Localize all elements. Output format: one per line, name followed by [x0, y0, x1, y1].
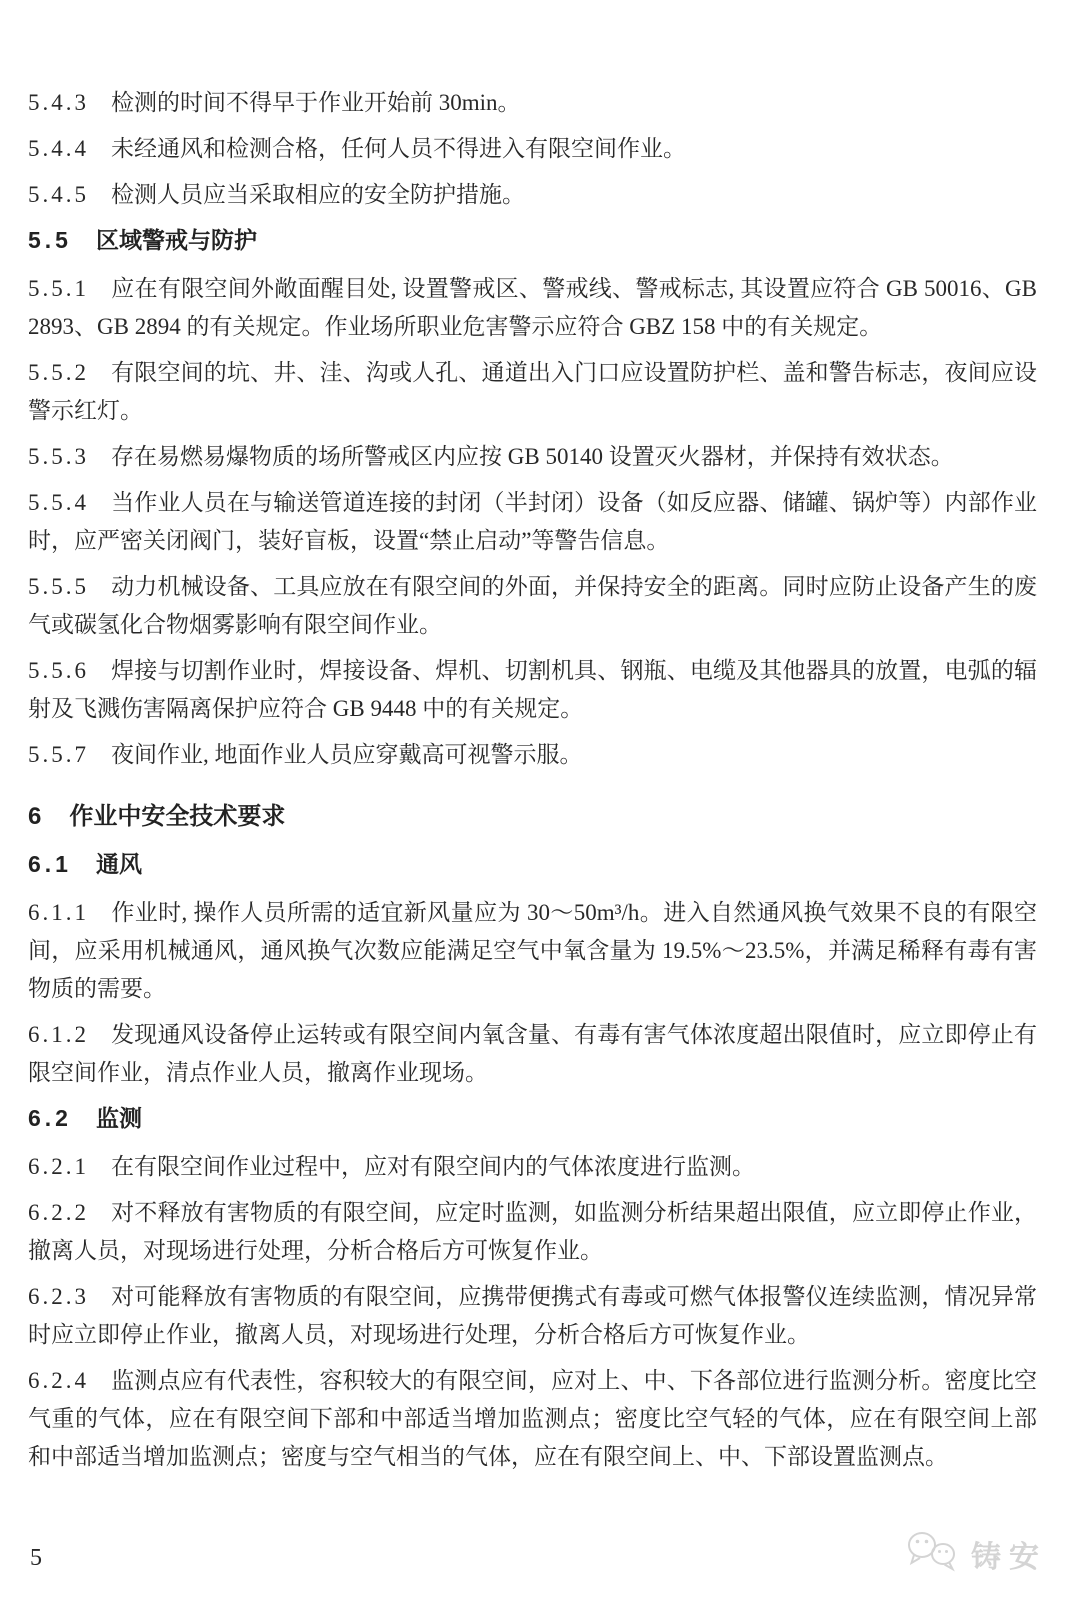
- page-number: 5: [30, 1545, 42, 1571]
- clause-text: 检测的时间不得早于作业开始前 30min。: [111, 90, 521, 115]
- clause-number: 5.5.1: [28, 276, 89, 301]
- clause-text: 检测人员应当采取相应的安全防护措施。: [111, 182, 525, 207]
- clause-6-1-2: [28, 1016, 1037, 1092]
- clause-number: 5.4.3: [28, 90, 89, 115]
- clause-number: 6.2.3: [28, 1284, 89, 1309]
- watermark: [905, 1529, 1047, 1578]
- heading-number: 5.5: [28, 227, 72, 253]
- clause-text: 在有限空间作业过程中，应对有限空间内的气体浓度进行监测。: [111, 1154, 755, 1179]
- section-heading-6-2: [28, 1104, 1037, 1132]
- clause-5-5-7: [28, 736, 1037, 774]
- section-heading-5-5: [28, 226, 1037, 254]
- clause-5-5-4: [28, 484, 1037, 560]
- heading-text: 区域警戒与防护: [95, 227, 257, 253]
- clause-text: 存在易燃易爆物质的场所警戒区内应按 GB 50140 设置灭火器材，并保持有效状态。: [111, 444, 954, 469]
- clause-text: 动力机械设备、工具应放在有限空间的外面，并保持安全的距离。同时应防止设备产生的废气或碳氢化合物烟雾影响有限空间作业。: [28, 574, 1037, 637]
- clause-text: 监测点应有代表性，容积较大的有限空间，应对上、中、下各部位进行监测分析。密度比空气重的气体，应在有限空间下部和中部适当增加监测点；密度比空气轻的气体，应在有限空间上部和中部适当增加监测点；密度与空气相当的气体，应在有限空间上、中、下部设置监测点。: [28, 1368, 1037, 1469]
- section-heading-6-1: [28, 850, 1037, 878]
- clause-number: 6.1.1: [28, 900, 89, 925]
- clause-number: 5.5.3: [28, 444, 89, 469]
- chapter-heading-6: [28, 802, 1037, 832]
- clause-text: 对可能释放有害物质的有限空间，应携带便携式有毒或可燃气体报警仪连续监测，情况异常时应立即停止作业，撤离人员，对现场进行处理，分析合格后方可恢复作业。: [28, 1284, 1037, 1347]
- watermark-text: 铸安: [971, 1540, 1047, 1574]
- heading-text: 监测: [95, 1105, 142, 1131]
- clause-text: 焊接与切割作业时，焊接设备、焊机、切割机具、钢瓶、电缆及其他器具的放置，电弧的辐射及飞溅伤害隔离保护应符合 GB 9448 中的有关规定。: [28, 658, 1037, 721]
- clause-5-5-1: [28, 270, 1037, 346]
- clause-text: 应在有限空间外敞面醒目处, 设置警戒区、警戒线、警戒标志, 其设置应符合 GB 50016、GB 2893、GB 2894 的有关规定。作业场所职业危害警示应符合 GBZ 158 中的有关规定。: [28, 276, 1037, 339]
- clause-text: 有限空间的坑、井、洼、沟或人孔、通道出入门口应设置防护栏、盖和警告标志，夜间应设警示红灯。: [28, 360, 1037, 423]
- clause-number: 5.5.7: [28, 742, 89, 767]
- clause-text: 作业时, 操作人员所需的适宜新风量应为 30～50m³/h。进入自然通风换气效果不良的有限空间，应采用机械通风，通风换气次数应能满足空气中氧含量为 19.5%～23.5%，并满足稀释有毒有害物质的需要。: [28, 900, 1037, 1001]
- chat-bubbles-icon: [905, 1529, 961, 1578]
- clause-text: 对不释放有害物质的有限空间，应定时监测，如监测分析结果超出限值，应立即停止作业，撤离人员，对现场进行处理，分析合格后方可恢复作业。: [28, 1200, 1037, 1263]
- heading-number: 6.2: [28, 1105, 72, 1131]
- clause-text: 夜间作业, 地面作业人员应穿戴高可视警示服。: [111, 742, 583, 767]
- clause-6-2-2: [28, 1194, 1037, 1270]
- clause-number: 6.2.2: [28, 1200, 89, 1225]
- clause-number: 5.5.5: [28, 574, 89, 599]
- clause-number: 5.5.2: [28, 360, 89, 385]
- clause-5-4-5: [28, 176, 1037, 214]
- clause-text: 发现通风设备停止运转或有限空间内氧含量、有毒有害气体浓度超出限值时，应立即停止有限空间作业，清点作业人员，撤离作业现场。: [28, 1022, 1037, 1085]
- clause-5-4-3: [28, 84, 1037, 122]
- heading-text: 通风: [95, 851, 142, 877]
- clause-5-5-2: [28, 354, 1037, 430]
- clause-5-4-4: [28, 130, 1037, 168]
- clause-5-5-5: [28, 568, 1037, 644]
- clause-text: 当作业人员在与输送管道连接的封闭（半封闭）设备（如反应器、储罐、锅炉等）内部作业时，应严密关闭阀门，装好盲板，设置“禁止启动”等警告信息。: [28, 490, 1037, 553]
- clause-6-2-1: [28, 1148, 1037, 1186]
- clause-number: 5.5.4: [28, 490, 89, 515]
- clause-number: 5.5.6: [28, 658, 89, 683]
- clause-5-5-3: [28, 438, 1037, 476]
- clause-number: 6.1.2: [28, 1022, 89, 1047]
- clause-5-5-6: [28, 652, 1037, 728]
- clause-6-2-4: [28, 1362, 1037, 1476]
- clause-text: 未经通风和检测合格，任何人员不得进入有限空间作业。: [111, 136, 686, 161]
- clause-number: 5.4.5: [28, 182, 89, 207]
- heading-number: 6.1: [28, 851, 72, 877]
- heading-text: 作业中安全技术要求: [69, 803, 286, 830]
- heading-number: 6: [28, 803, 46, 830]
- clause-6-2-3: [28, 1278, 1037, 1354]
- clause-number: 5.4.4: [28, 136, 89, 161]
- clause-number: 6.2.1: [28, 1154, 89, 1179]
- clause-number: 6.2.4: [28, 1368, 89, 1393]
- clause-6-1-1: [28, 894, 1037, 1008]
